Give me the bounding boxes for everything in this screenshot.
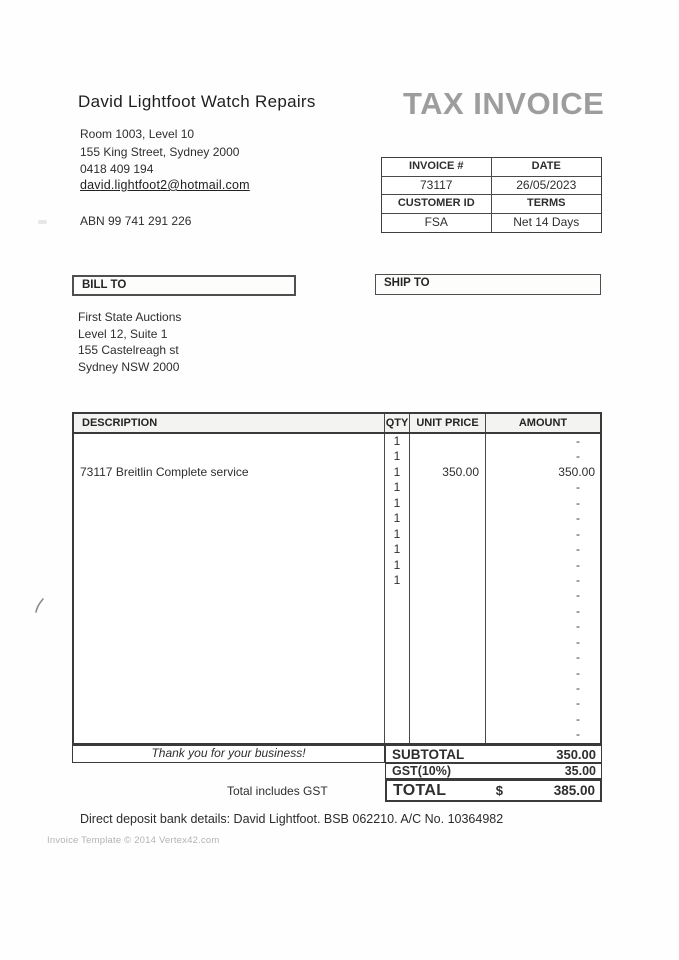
item-description: [74, 573, 385, 588]
item-unit-price: [410, 727, 486, 742]
item-unit-price: [410, 527, 486, 542]
company-address: [80, 126, 239, 179]
item-description: [74, 696, 385, 711]
template-credit: Invoice Template © 2014 Vertex42.com: [47, 835, 220, 846]
item-qty: [385, 727, 410, 742]
customer-id-value: FSA: [382, 214, 492, 233]
item-description: [74, 635, 385, 650]
item-description: [74, 666, 385, 681]
item-amount: -: [576, 588, 580, 603]
line-items-body: [74, 434, 600, 743]
gst-value: 35.00: [564, 764, 596, 778]
gst-note: Total includes GST: [227, 784, 328, 798]
invoice-number-label: INVOICE #: [382, 158, 492, 177]
item-amount: -: [576, 557, 580, 572]
total-value: 385.00: [553, 783, 595, 798]
item-description: [74, 619, 385, 634]
abn-number: ABN 99 741 291 226: [80, 214, 192, 228]
item-qty: [385, 635, 410, 650]
terms-label: TERMS: [492, 195, 602, 214]
column-header-unit-price: UNIT PRICE: [410, 414, 486, 432]
item-unit-price: [410, 511, 486, 526]
item-qty: 1: [385, 434, 410, 449]
company-name: David Lightfoot Watch Repairs: [78, 92, 316, 111]
item-description: [74, 480, 385, 495]
item-description: [74, 434, 385, 449]
item-qty: 1: [385, 573, 410, 588]
item-description: [74, 449, 385, 464]
item-description: 73117 Breitlin Complete service: [74, 465, 385, 480]
item-amount: -: [576, 449, 580, 464]
item-qty: 1: [385, 480, 410, 495]
item-description: [74, 681, 385, 696]
item-unit-price: [410, 588, 486, 603]
item-description: [74, 727, 385, 742]
currency-symbol: $: [495, 783, 503, 798]
item-qty: [385, 588, 410, 603]
item-unit-price: [410, 496, 486, 511]
item-qty: 1: [385, 496, 410, 511]
customer-id-label: CUSTOMER ID: [382, 195, 492, 214]
date-value: 26/05/2023: [492, 177, 602, 196]
item-amount: -: [576, 665, 580, 680]
item-qty: [385, 619, 410, 634]
item-amount: -: [576, 711, 580, 726]
thank-you-message: Thank you for your business!: [72, 745, 385, 763]
total-row: [385, 779, 602, 802]
item-amount: -: [576, 650, 580, 665]
item-amount: -: [576, 619, 580, 634]
item-amount: -: [576, 542, 580, 557]
item-qty: 1: [385, 465, 410, 480]
item-qty: 1: [385, 527, 410, 542]
invoice-number-value: 73117: [382, 177, 492, 196]
invoice-info-table: [381, 157, 602, 233]
terms-value: Net 14 Days: [513, 214, 580, 229]
item-qty: [385, 696, 410, 711]
item-amount: -: [576, 634, 580, 649]
bill-to-address-line: First State Auctions: [78, 310, 182, 324]
gst-label: GST(10%): [392, 764, 452, 778]
date-label: DATE: [492, 158, 602, 177]
item-description: [74, 496, 385, 511]
item-unit-price: [410, 434, 486, 449]
item-amount: -: [576, 511, 580, 526]
item-unit-price: [410, 681, 486, 696]
item-amount: -: [576, 526, 580, 541]
item-description: [74, 542, 385, 557]
item-unit-price: [410, 604, 486, 619]
subtotal-label: SUBTOTAL: [392, 746, 465, 762]
column-header-description: DESCRIPTION: [74, 414, 385, 432]
ship-to-header: SHIP TO: [375, 274, 601, 295]
item-description: [74, 527, 385, 542]
document-title: TAX INVOICE: [403, 86, 605, 121]
item-description: [74, 511, 385, 526]
bill-to-header: BILL TO: [72, 275, 296, 296]
item-qty: 1: [385, 542, 410, 557]
scan-smudge: [38, 220, 47, 224]
item-description: [74, 712, 385, 727]
item-unit-price: 350.00: [410, 465, 486, 480]
item-amount: -: [576, 434, 580, 448]
item-unit-price: [410, 650, 486, 665]
item-unit-price: [410, 619, 486, 634]
item-qty: 1: [385, 558, 410, 573]
total-label: TOTAL: [393, 781, 447, 799]
gst-row: [385, 763, 602, 779]
line-items-table: [72, 412, 602, 745]
company-address-line: 155 King Street, Sydney 2000: [80, 144, 240, 159]
company-address-line: 0418 409 194: [80, 162, 154, 176]
item-qty: 1: [385, 449, 410, 464]
item-amount: -: [576, 696, 580, 711]
item-amount: -: [576, 572, 580, 587]
bill-to-address-line: Sydney NSW 2000: [78, 359, 180, 374]
item-unit-price: [410, 666, 486, 681]
item-qty: [385, 681, 410, 696]
pen-mark-icon: [33, 597, 47, 614]
line-items-header: [74, 414, 600, 434]
item-amount: -: [576, 727, 580, 742]
item-qty: 1: [385, 511, 410, 526]
company-address-line: Room 1003, Level 10: [80, 127, 195, 141]
item-unit-price: [410, 696, 486, 711]
item-amount: -: [576, 681, 580, 695]
item-amount: 350.00: [558, 464, 595, 479]
item-unit-price: [410, 573, 486, 588]
item-qty: [385, 650, 410, 665]
item-description: [74, 650, 385, 665]
item-unit-price: [410, 635, 486, 650]
bill-to-address-line: 155 Castelreagh st: [78, 343, 179, 357]
email-link[interactable]: david.lightfoot2@hotmail.com: [80, 178, 250, 192]
item-qty: [385, 604, 410, 619]
item-qty: [385, 712, 410, 727]
column-header-amount: AMOUNT: [518, 417, 568, 429]
item-unit-price: [410, 542, 486, 557]
column-header-qty: QTY: [385, 414, 410, 432]
item-unit-price: [410, 480, 486, 495]
bill-to-address: [78, 309, 181, 375]
item-unit-price: [410, 449, 486, 464]
item-amount: -: [576, 480, 580, 495]
item-description: [74, 588, 385, 603]
item-amount: -: [576, 603, 580, 618]
item-unit-price: [410, 558, 486, 573]
subtotal-row: [385, 745, 602, 763]
item-qty: [385, 666, 410, 681]
item-description: [74, 558, 385, 573]
item-amount: -: [576, 495, 580, 510]
item-description: [74, 604, 385, 619]
bank-details: Direct deposit bank details: David Lightfoot. BSB 062210. A/C No. 10364982: [80, 812, 504, 826]
subtotal-value: 350.00: [556, 746, 596, 762]
bill-to-address-line: Level 12, Suite 1: [78, 326, 168, 341]
item-unit-price: [410, 712, 486, 727]
